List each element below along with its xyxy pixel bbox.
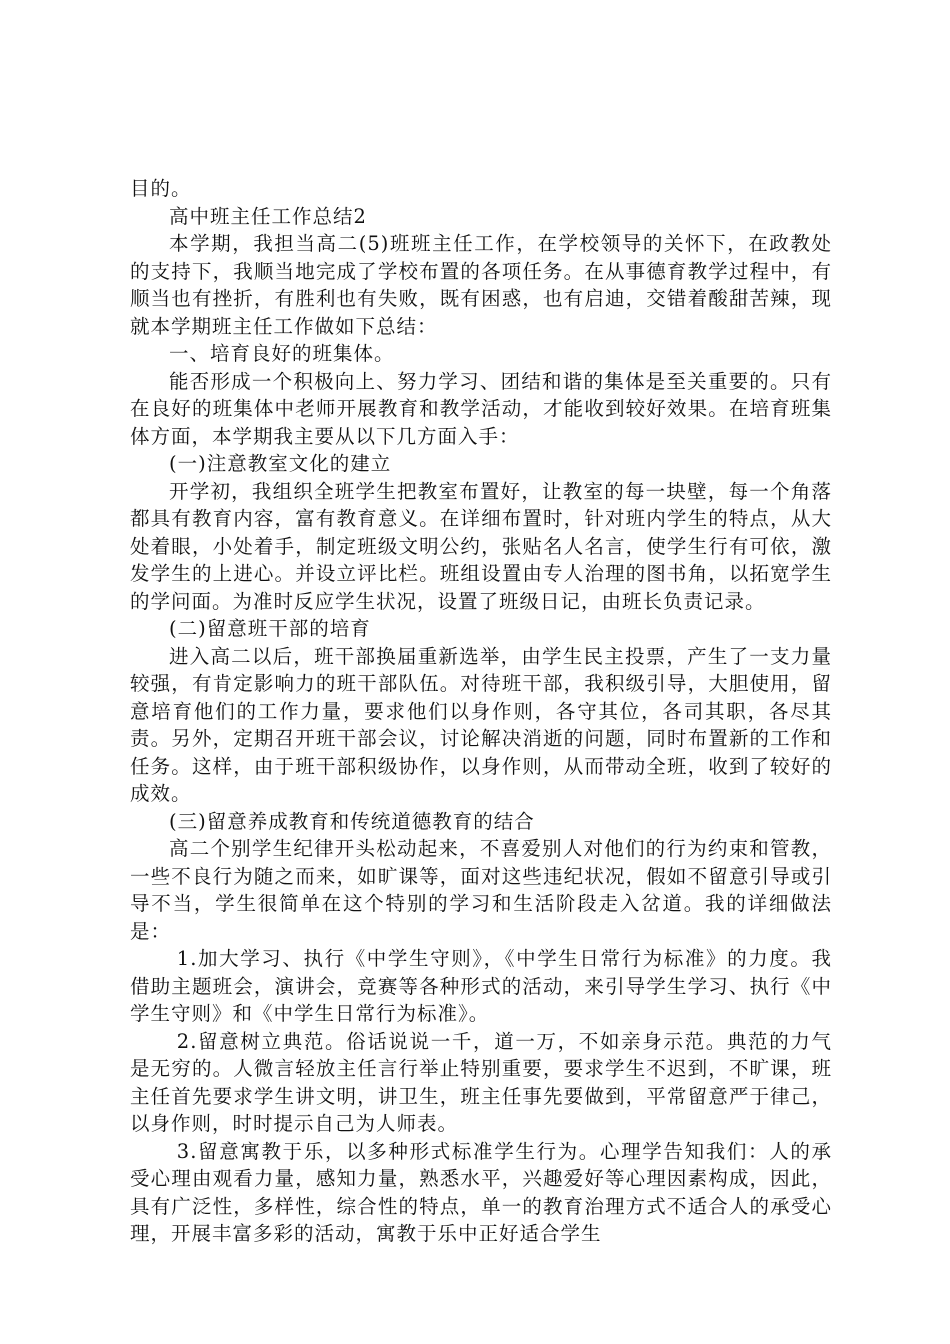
section-title: 高中班主任工作总结2: [169, 204, 367, 228]
paragraph-classroom-culture: 开学初，我组织全班学生把教室布置好，让教室的每一块壁，每一个角落都具有教育内容，富有教育意义。在详细布置时，针对班内学生的特点，从大处着眼，小处着手，制定班级文明公约，张贴名人名言，使学生行有可依，激发学生的上进心。并设立评比栏。班组设置由专人治理的图书角，以拓宽学生的学问面。为准时反应学生状况，设置了班级日记，由班长负责记录。: [130, 479, 832, 613]
paragraph-habit-education: 高二个别学生纪律开头松动起来，不喜爱别人对他们的行为约束和管教，一些不良行为随之而来，如旷课等，面对这些违纪状况，假如不留意引导或引导不当，学生很简单在这个特别的学习和生活阶段走入岔道。我的详细做法是：: [130, 837, 832, 943]
paragraph-class-collective: 能否形成一个积极向上、努力学习、团结和谐的集体是至关重要的。只有在良好的班集体中老师开展教育和教学活动，才能收到较好效果。在培育班集体方面，本学期我主要从以下几方面入手：: [130, 369, 832, 448]
list-item-1: 1.加大学习、执行《中学生守则》，《中学生日常行为标准》的力度。我借助主题班会，演讲会，竞赛等各种形式的活动，来引导学生学习、执行《中学生守则》和《中学生日常行为标准》。: [130, 947, 832, 1025]
list-item-2: 2.留意树立典范。俗话说说一千，道一万，不如亲身示范。典范的力气是无穷的。人微言轻放主任言行举止特别重要，要求学生不迟到，不旷课，班主任首先要求学生讲文明，讲卫生，班主任事先要做到，平常留意严于律己，以身作则，时时提示自己为人师表。: [130, 1029, 832, 1135]
subheading-class-cadres: (二)留意班干部的培育: [169, 617, 371, 640]
heading-part-one: 一、培育良好的班集体。: [169, 342, 395, 365]
intro-paragraph: 本学期，我担当高二(5)班班主任工作，在学校领导的关怀下，在政教处的支持下，我顺当地完成了学校布置的各项任务。在从事德育教学过程中，有顺当也有挫折，有胜利也有失败，既有困惑，也有启迪，交错着酸甜苦辣，现就本学期班主任工作做如下总结：: [130, 232, 832, 338]
paragraph-continuation: 目的。: [130, 177, 192, 200]
list-item-3: 3.留意寓教于乐，以多种形式标准学生行为。心理学告知我们：人的承受心理由观看力量，感知力量，熟悉水平，兴趣爱好等心理因素构成，因此，具有广泛性，多样性，综合性的特点，单一的教育治理方式不适合人的承受心理，开展丰富多彩的活动，寓教于乐中正好适合学生: [130, 1139, 832, 1245]
subheading-classroom-culture: (一)注意教室文化的建立: [169, 452, 392, 475]
document-body: [130, 175, 832, 1248]
paragraph-class-cadres: 进入高二以后，班干部换届重新选举，由学生民主投票，产生了一支力量较强，有肯定影响力的班干部队伍。对待班干部，我积级引导，大胆使用，留意培育他们的工作力量，要求他们以身作则，各守其位，各司其职，各尽其责。另外，定期召开班干部会议，讨论解决消逝的问题，同时布置新的工作和任务。这样，由于班干部积级协作，以身作则，从而带动全班，收到了较好的成效。: [130, 644, 832, 805]
subheading-habit-education: (三)留意养成教育和传统道德教育的结合: [169, 809, 535, 833]
